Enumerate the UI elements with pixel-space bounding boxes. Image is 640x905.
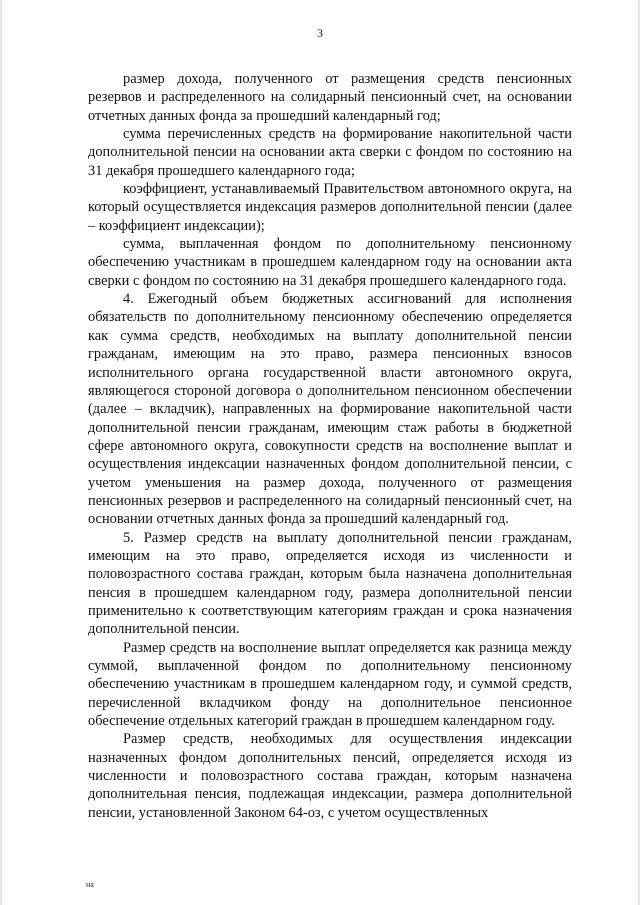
footer-mark: на bbox=[86, 880, 94, 889]
paragraph-accumulative-part-sum: сумма перечисленных средств на формирование накопительной части дополнительной пенсии на основании акта сверки с фондом по состоянию на 31 декабря прошедшего календарного года; bbox=[88, 126, 572, 179]
paragraph-paid-by-fund: сумма, выплаченная фондом по дополнительному пенсионному обеспечению участникам в прошедшем календарном году на основании акта сверки с фондом по состоянию на 31 декабря прошедшего календарного года. bbox=[88, 236, 572, 289]
paragraph-indexation-funds: Размер средств, необходимых для осуществления индексации назначенных фондом дополнительных пенсий, определяется исходя из численности и половозрастного состава граждан, которым назначена дополнительная пенсия, подлежащая индексации, размера дополнительной пенсии, установленной Законом 64-оз, с учетом осуществленных bbox=[88, 731, 572, 821]
paragraph-indexation-coefficient: коэффициент, устанавливаемый Правительством автономного округа, на который осуществляется индексация размеров дополнительной пенсии (далее – коэффициент индексации); bbox=[88, 181, 572, 234]
paragraph-income-from-reserves: размер дохода, полученного от размещения средств пенсионных резервов и распределенного на солидарный пенсионный счет, на основании отчетных данных фонда за прошедший календарный год; bbox=[88, 71, 572, 124]
page-number: 3 bbox=[317, 26, 323, 40]
paragraph-item-5: 5. Размер средств на выплату дополнительной пенсии гражданам, имеющим на это право, определяется исходя из численности и половозрастного состава граждан, которым была назначена дополнительная пенсия в прошедшем календарном году, размера дополнительной пенсии применительно к соответствующим категориям граждан и срока назначения дополнительной пенсии. bbox=[88, 529, 572, 638]
document-body bbox=[88, 70, 572, 822]
page-left-edge bbox=[0, 0, 2, 905]
paragraph-payment-restoration: Размер средств на восполнение выплат определяется как разница между суммой, выплаченной фондом по дополнительному пенсионному обеспечению участникам в прошедшем календарном году, и суммой средств, перечисленной вкладчиком фонду на дополнительное пенсионное обеспечение отдельных категорий граждан в прошедшем календарном году. bbox=[88, 639, 572, 730]
paragraph-item-4: 4. Ежегодный объем бюджетных ассигнований для исполнения обязательств по дополнительному пенсионному обеспечению определяется как сумма средств, необходимых на выплату дополнительной пенсии гражданам, имеющим на это право, размера пенсионных взносов исполнительного органа государственной власти автономного округа, являющегося стороной договора о дополнительном пенсионном обеспечении (далее – вкладчик), направленных на формирование накопительной части дополнительной пенсии гражданам, имеющим стаж работы в бюджетной сфере автономного округа, совокупности средств на восполнение выплат и осуществления индексации назначенных фондом дополнительной пенсии, с учетом уменьшения на размер дохода, полученного от размещения пенсионных резервов и распределенного на солидарный пенсионный счет, на основании отчетных данных фонда за прошедший календарный год. bbox=[88, 291, 572, 528]
